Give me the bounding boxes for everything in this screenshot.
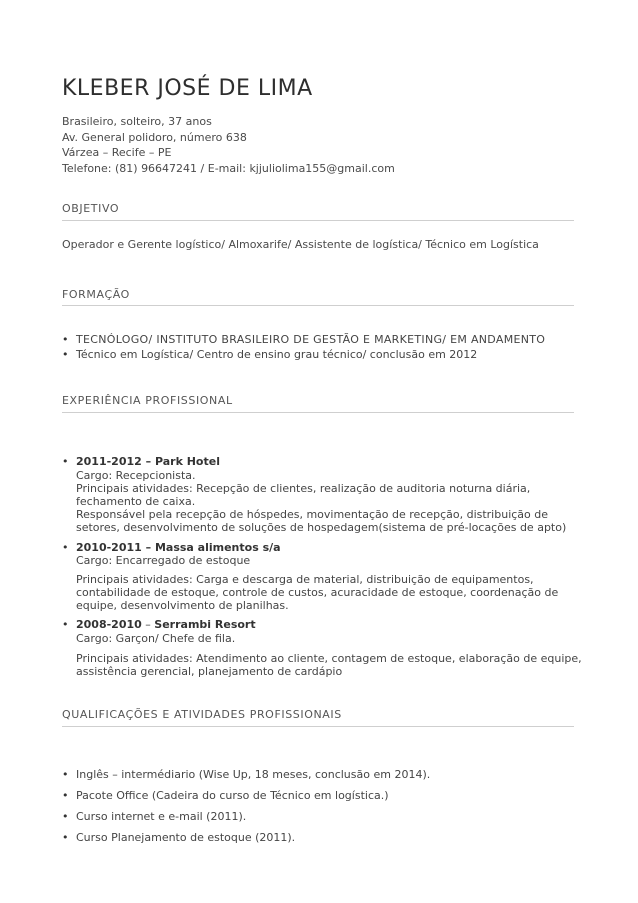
- job-description-line: assistência gerencial, planejamento de cardápio: [76, 665, 343, 678]
- qualificacao-item: Curso internet e e-mail (2011).: [76, 810, 247, 823]
- formacao-item: Técnico em Logística/ Centro de ensino grau técnico/ conclusão em 2012: [76, 348, 478, 361]
- job-description-line: contabilidade de estoque, controle de custos, acuracidade de estoque, coordenação de: [76, 586, 559, 599]
- qualificacao-item: Pacote Office (Cadeira do curso de Técnico em logística.): [76, 789, 389, 802]
- qualificacao-item: Inglês – intermédiario (Wise Up, 18 meses, conclusão em 2014).: [76, 768, 431, 781]
- job-description-line: setores, desenvolvimento de soluções de hospedagem(sistema de pré-locações de apto): [76, 521, 567, 534]
- objetivo-text: Operador e Gerente logístico/ Almoxarife/ Assistente de logística/ Técnico em Logística: [62, 238, 539, 251]
- job-description-line: Principais atividades: Recepção de clientes, realização de auditoria noturna diária,: [76, 482, 531, 495]
- section-heading-experiencia: EXPERIÊNCIA PROFISSIONAL: [62, 394, 233, 407]
- bullet-icon: •: [62, 333, 69, 346]
- bullet-icon: •: [62, 618, 69, 631]
- bullet-icon: •: [62, 348, 69, 361]
- contact-line: Telefone: (81) 96647241 / E-mail: kjjuliolima155@gmail.com: [62, 162, 395, 175]
- bullet-icon: •: [62, 768, 69, 781]
- bullet-icon: •: [62, 810, 69, 823]
- city-line: Várzea – Recife – PE: [62, 146, 172, 159]
- section-heading-formacao: FORMAÇÃO: [62, 288, 130, 301]
- job-title-separator: –: [141, 618, 155, 631]
- bullet-icon: •: [62, 541, 69, 554]
- bullet-icon: •: [62, 455, 69, 468]
- job-description-line: equipe, desenvolvimento de planilhas.: [76, 599, 289, 612]
- job-title: [76, 618, 256, 632]
- job-description-line: Responsável pela recepção de hóspedes, movimentação de recepção, distribuição de: [76, 508, 549, 521]
- job-company: Serrambi Resort: [154, 618, 256, 631]
- qualificacao-item: Curso Planejamento de estoque (2011).: [76, 831, 296, 844]
- job-role: Cargo: Encarregado de estoque: [76, 554, 251, 567]
- address-line: Av. General polidoro, número 638: [62, 131, 247, 144]
- job-title: 2011-2012 – Park Hotel: [76, 455, 220, 468]
- section-heading-objetivo: OBJETIVO: [62, 202, 120, 215]
- bullet-icon: •: [62, 831, 69, 844]
- formacao-item: TECNÓLOGO/ INSTITUTO BRASILEIRO DE GESTÃO E MARKETING/ EM ANDAMENTO: [76, 333, 546, 346]
- section-divider: [62, 305, 574, 306]
- job-description-line: Principais atividades: Carga e descarga de material, distribuição de equipamentos,: [76, 573, 534, 586]
- section-heading-qualificacoes: QUALIFICAÇÕES E ATIVIDADES PROFISSIONAIS: [62, 708, 342, 721]
- personal-info: Brasileiro, solteiro, 37 anos: [62, 115, 212, 128]
- job-role: Cargo: Recepcionista.: [76, 469, 196, 482]
- job-role: Cargo: Garçon/ Chefe de fila.: [76, 632, 236, 645]
- job-description-line: fechamento de caixa.: [76, 495, 196, 508]
- job-years: 2008-2010: [76, 618, 142, 631]
- job-description-line: Principais atividades: Atendimento ao cliente, contagem de estoque, elaboração de equipe,: [76, 652, 582, 665]
- section-divider: [62, 412, 574, 413]
- bullet-icon: •: [62, 789, 69, 802]
- section-divider: [62, 726, 574, 727]
- person-name: KLEBER JOSÉ DE LIMA: [62, 76, 313, 101]
- job-title: 2010-2011 – Massa alimentos s/a: [76, 541, 281, 554]
- section-divider: [62, 220, 574, 221]
